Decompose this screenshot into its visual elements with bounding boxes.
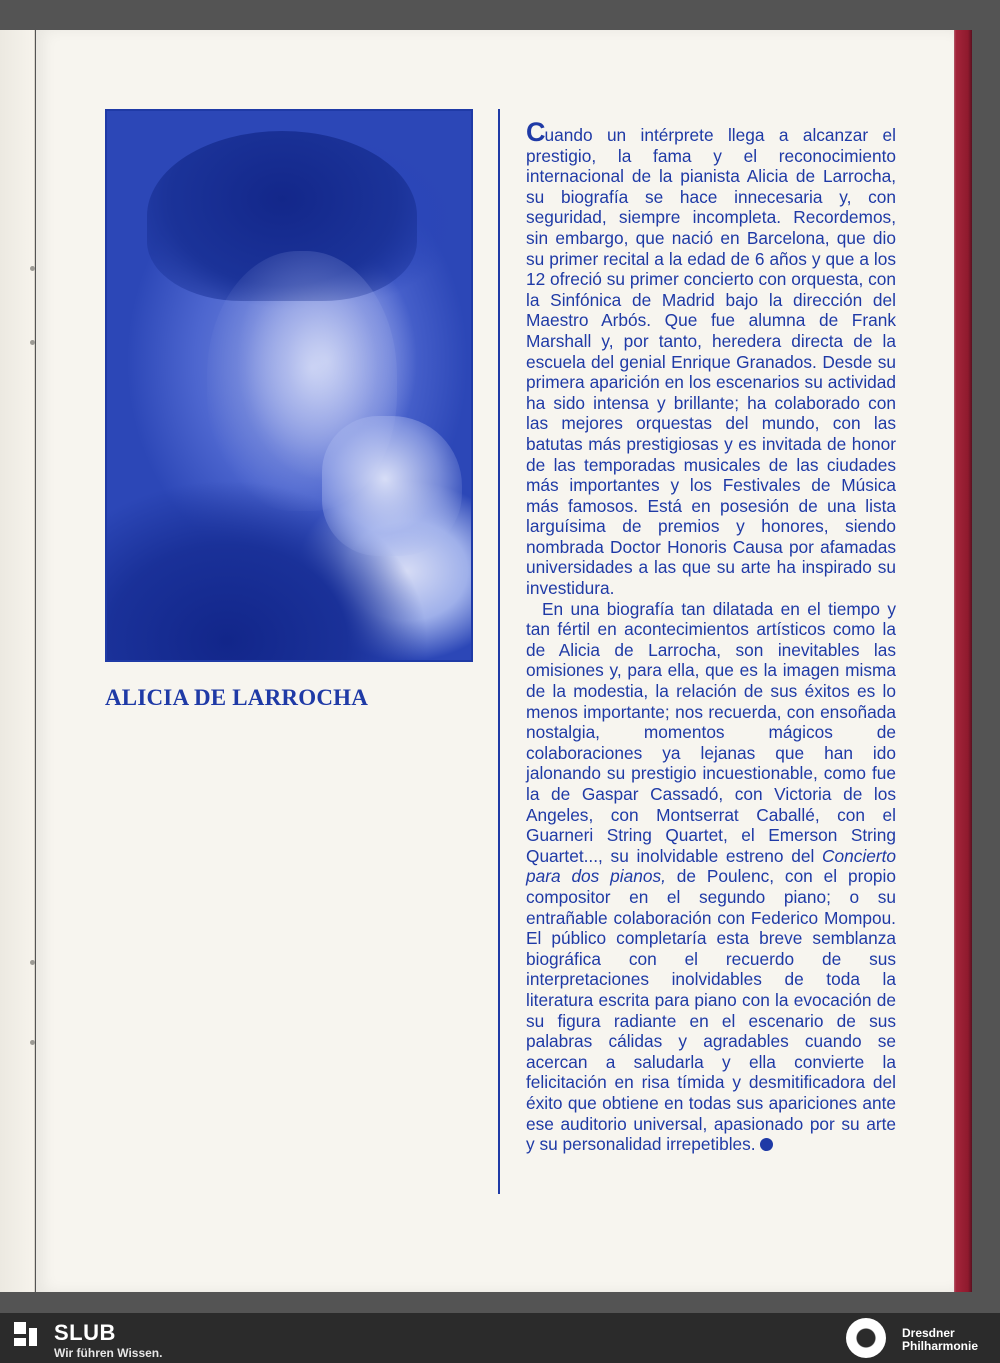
column-divider <box>498 109 500 1194</box>
end-mark-icon <box>760 1138 773 1151</box>
paragraph-text: En una biografía tan dilatada en el tiempo y tan fértil en acontecimientos artísticos como la de Alicia de Larrocha, son inevitables las omisiones y, para ella, que es la imagen misma de la modestia, la relación de sus éxitos es lo menos importante; nos recuerda, con ensoñada nostalgia, momentos mágicos de colaboraciones ya lejanas que han ido jalonando su prestigio incuestionable, como fue la de Gaspar Cassadó, con Victoria de los Angeles, con Montserrat Caballé, con el Guarneri String Quartet, el Emerson String Quartet..., su inolvidable estreno del <box>526 598 896 866</box>
viewer-footer <box>0 1313 1000 1363</box>
paragraph-1 <box>526 117 896 599</box>
document-page <box>36 30 954 1292</box>
paragraph-text: uando un intérprete llega a alcanzar el prestigio, la fama y el reconocimiento internacional de la pianista Alicia de Larrocha, su biografía se hace innecesaria y, con seguridad, siempre incompleta. Recordemos, sin embargo, que nació en Barcelona, que dio su primer recital a la edad de 6 años y que a los 12 ofreció su primer concierto con orquesta, con la Sinfónica de Madrid bajo la dirección del Maestro Arbós. Que fue alumna de Frank Marshall y, por tanto, heredera directa de la escuela del genial Enrique Granados. Desde su primera aparición en los escenarios su actividad ha sido intensa y brillante; ha colaborado con las mejores orquestas del mundo, con las batutas más prestigiosas y es invitada de honor de las temporadas musicales de las ciudades más importantes y los Festivales de Música más famosos. Está en posesión de una lista larguísima de premios y honores, siendo nombrada Doctor Honoris Causa por afamadas universidades a las que su arte ha inspirado su investidura. <box>526 125 896 599</box>
slub-tagline: Wir führen Wissen. <box>54 1346 163 1360</box>
binding-hole <box>30 340 35 345</box>
drop-cap: C <box>526 117 545 147</box>
photo-shading <box>322 416 462 556</box>
work-title: Concierto para dos pianos, <box>526 845 896 887</box>
binding-hole <box>30 960 35 965</box>
partner-name-line: Philharmonie <box>902 1339 979 1353</box>
slub-logo-icon[interactable] <box>14 1322 44 1352</box>
portrait-photo <box>105 109 473 662</box>
portrait-caption: ALICIA DE LARROCHA <box>105 685 369 710</box>
partner-name-line: Dresdner <box>902 1326 955 1340</box>
paragraph-2 <box>526 599 896 1155</box>
paragraph-text: de Poulenc, con el propio compositor en el segundo piano; o su entrañable colaboración con Federico Mompou. El público completaría esta breve semblanza biográfica con el recuerdo de sus interpretaciones inolvidables de toda la literatura escrita para piano con la evocación de su figura radiante en el escenario de sus palabras cálidas y agradables cuando se acercan a saludarla y ella convierte la felicitación en risa tímida y desmitificadora del éxito que obtiene en todas sus apariciones ante ese auditorio universal, apasionado por su arte y su personalidad irrepetibles. <box>526 866 896 1155</box>
partner-name[interactable] <box>902 1327 978 1353</box>
binding-hole <box>30 1040 35 1045</box>
philharmonie-logo-icon[interactable] <box>846 1318 886 1358</box>
binding-hole <box>30 266 35 271</box>
slub-name[interactable]: SLUB <box>54 1320 116 1345</box>
article-body <box>526 117 896 1155</box>
previous-page-edge <box>0 30 35 1292</box>
